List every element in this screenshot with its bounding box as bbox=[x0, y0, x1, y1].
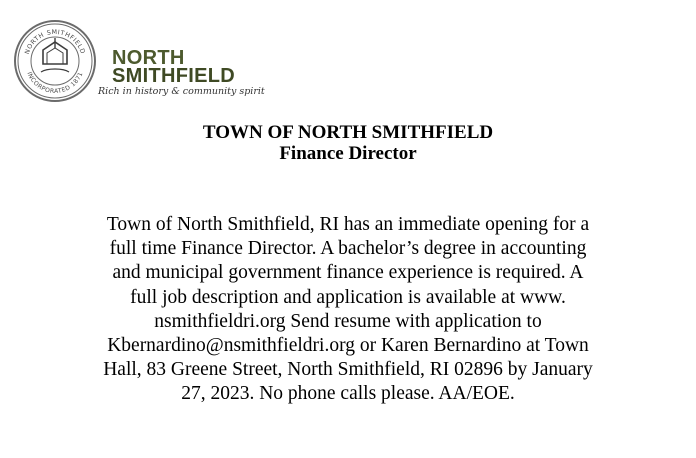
body-line: nsmithfieldri.org Send resume with application to bbox=[154, 310, 542, 332]
body-line: Hall, 83 Greene Street, North Smithfield, RI 02896 by January bbox=[103, 359, 593, 381]
logo-tagline: Rich in history & community spirit bbox=[98, 86, 265, 97]
seal-text-top: NORTH SMITHFIELD bbox=[23, 28, 87, 56]
logo-name-line1: NORTH bbox=[112, 47, 185, 69]
document-heading bbox=[0, 122, 696, 164]
body-line: 27, 2023. No phone calls please. AA/EOE. bbox=[181, 383, 515, 405]
town-wordmark bbox=[98, 47, 265, 102]
body-line: Town of North Smithfield, RI has an immediate opening for a bbox=[106, 214, 590, 235]
body-line: Kbernardino@nsmithfieldri.org or Karen Bernardino at Town bbox=[107, 335, 589, 357]
heading-position-title: Finance Director bbox=[279, 143, 417, 164]
seal-text-bottom: INCORPORATED 1871 bbox=[25, 70, 85, 96]
town-logo bbox=[14, 20, 265, 102]
body-line: full time Finance Director. A bachelor’s degree in accounting bbox=[109, 238, 587, 260]
logo-name-line2: SMITHFIELD bbox=[112, 65, 235, 87]
body-line: full job description and application is available at www. bbox=[130, 286, 566, 308]
town-seal-icon bbox=[14, 20, 96, 102]
body-line: and municipal government finance experience is required. A bbox=[112, 262, 584, 284]
job-posting-body bbox=[48, 213, 648, 407]
heading-town-name: TOWN OF NORTH SMITHFIELD bbox=[202, 122, 494, 143]
